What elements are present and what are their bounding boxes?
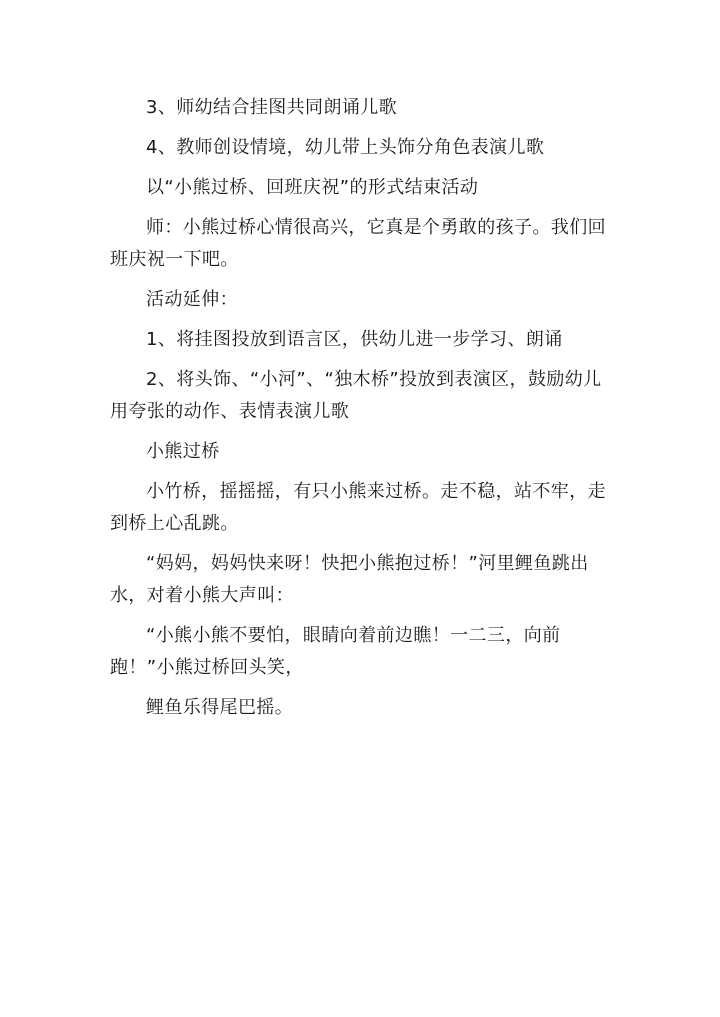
poem-stanza-2: “妈妈，妈妈快来呀！快把小熊抱过桥！”河里鲤鱼跳出水，对着小熊大声叫： <box>110 553 589 606</box>
paragraph-extension-2: 2、将头饰、“小河”、“独木桥”投放到表演区，鼓励幼儿用夸张的动作、表情表演儿歌 <box>110 369 602 422</box>
poem-stanza-3: “小熊小熊不要怕，眼睛向着前边瞧！一二三，向前跑！”小熊过桥回头笑， <box>110 625 561 678</box>
paragraph-extension-heading: 活动延伸： <box>146 289 238 310</box>
paragraph-extension-1: 1、将挂图投放到语言区，供幼儿进一步学习、朗诵 <box>146 329 563 350</box>
paragraph-step-4: 4、教师创设情境，幼儿带上头饰分角色表演儿歌 <box>146 137 545 158</box>
paragraph-teacher-speech: 师：小熊过桥心情很高兴，它真是个勇敢的孩子。我们回班庆祝一下吧。 <box>110 217 606 270</box>
poem-stanza-4: 鲤鱼乐得尾巴摇。 <box>146 697 294 718</box>
document-body <box>110 92 610 732</box>
paragraph-ending: 以“小熊过桥、回班庆祝”的形式结束活动 <box>146 177 479 198</box>
poem-title: 小熊过桥 <box>146 441 220 462</box>
paragraph-step-3: 3、师幼结合挂图共同朗诵儿歌 <box>146 97 398 118</box>
poem-stanza-1: 小竹桥，摇摇摇，有只小熊来过桥。走不稳，站不牢，走到桥上心乱跳。 <box>110 481 606 534</box>
